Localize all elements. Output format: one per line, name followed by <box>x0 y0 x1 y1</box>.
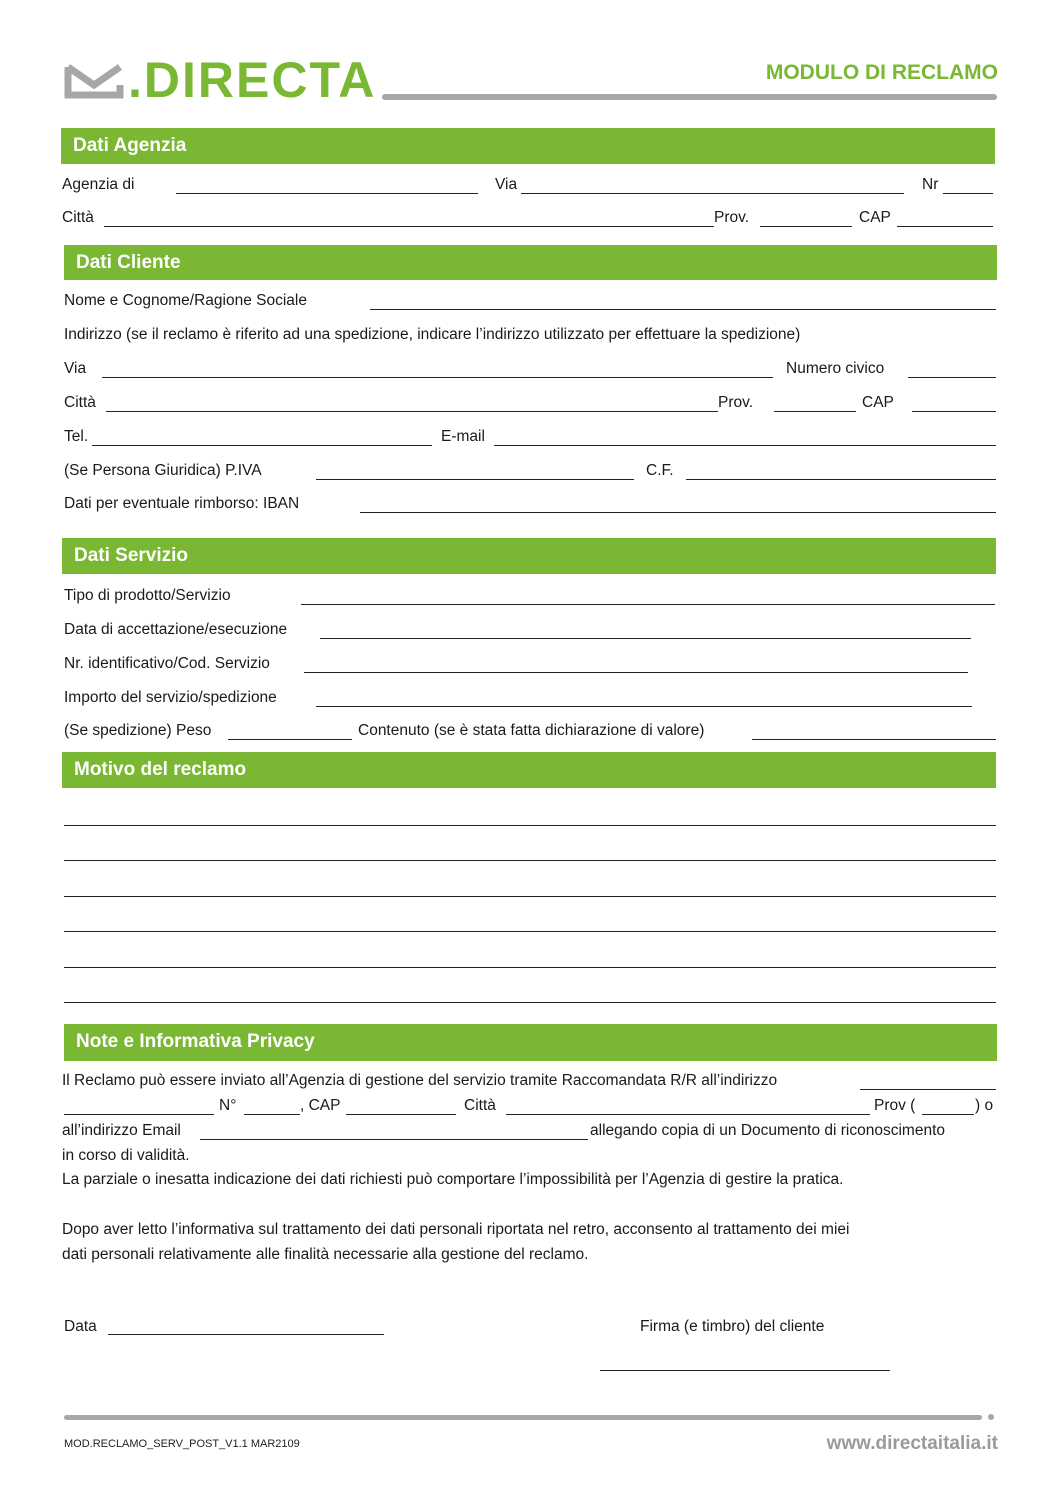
section-dati-agenzia: Dati Agenzia <box>61 128 995 164</box>
field-motivo-line-2[interactable] <box>64 860 996 861</box>
field-numero-civico[interactable] <box>908 377 996 378</box>
field-agenzia-nr[interactable] <box>943 193 993 194</box>
label-cliente-citta: Città <box>64 394 96 411</box>
field-cliente-citta[interactable] <box>106 411 718 412</box>
field-agenzia-di[interactable] <box>176 193 478 194</box>
field-nr-identificativo[interactable] <box>304 672 968 673</box>
label-note-prov-close: ) o <box>975 1097 994 1114</box>
footer-url[interactable]: www.directaitalia.it <box>826 1433 998 1454</box>
field-peso[interactable] <box>228 739 352 740</box>
label-cliente-prov: Prov. <box>718 394 754 411</box>
field-motivo-line-4[interactable] <box>64 931 996 932</box>
section-motivo-reclamo: Motivo del reclamo <box>62 752 996 788</box>
label-nome: Nome e Cognome/Ragione Sociale <box>64 292 307 309</box>
footer-rule <box>64 1415 982 1420</box>
label-cf: C.F. <box>646 462 674 479</box>
field-motivo-line-3[interactable] <box>64 896 996 897</box>
field-importo[interactable] <box>316 706 972 707</box>
label-agenzia-di: Agenzia di <box>62 176 135 193</box>
label-note-n: N° <box>219 1097 237 1114</box>
section-dati-cliente: Dati Cliente <box>64 245 997 280</box>
field-cliente-prov[interactable] <box>774 411 856 412</box>
field-email[interactable] <box>494 445 996 446</box>
label-iban: Dati per eventuale rimborso: IBAN <box>64 495 300 512</box>
field-motivo-line-1[interactable] <box>64 825 996 826</box>
field-tipo[interactable] <box>301 604 995 605</box>
field-data-accettazione[interactable] <box>320 638 971 639</box>
label-nr-identificativo: Nr. identificativo/Cod. Servizio <box>64 655 270 672</box>
privacy-line-1: Dopo aver letto l’informativa sul trattamento dei dati personali riportata nel retro, acconsento al trattamento dei miei <box>62 1221 850 1238</box>
field-note-email[interactable] <box>200 1139 588 1140</box>
label-agenzia-via: Via <box>495 176 518 193</box>
label-cliente-cap: CAP <box>862 394 894 411</box>
label-note-email: all’indirizzo Email <box>62 1122 181 1139</box>
section-dati-servizio: Dati Servizio <box>62 538 996 574</box>
form-title: MODULO DI RECLAMO <box>765 61 998 84</box>
header-rule <box>382 94 997 100</box>
field-agenzia-via[interactable] <box>521 193 904 194</box>
label-note-citta: Città <box>464 1097 496 1114</box>
logo-wordmark: .DIRECTA <box>128 52 377 108</box>
label-piva: (Se Persona Giuridica) P.IVA <box>64 462 262 479</box>
label-tel: Tel. <box>64 428 89 445</box>
label-numero-civico: Numero civico <box>786 360 885 377</box>
field-agenzia-prov[interactable] <box>760 226 852 227</box>
label-firma: Firma (e timbro) del cliente <box>640 1318 825 1335</box>
section-note-privacy: Note e Informativa Privacy <box>64 1024 997 1061</box>
field-note-prov[interactable] <box>922 1114 974 1115</box>
label-note-cap: , CAP <box>300 1097 341 1114</box>
field-firma[interactable] <box>600 1370 890 1371</box>
field-cliente-cap[interactable] <box>912 411 996 412</box>
field-note-cap[interactable] <box>346 1114 456 1115</box>
field-agenzia-cap[interactable] <box>897 226 993 227</box>
note-line-1: Il Reclamo può essere inviato all’Agenzia di gestione del servizio tramite Raccomandata R/R all’indirizzo <box>62 1072 778 1089</box>
label-note-prov: Prov ( <box>874 1097 916 1114</box>
field-note-indirizzo[interactable] <box>860 1089 996 1090</box>
footer-code: MOD.RECLAMO_SERV_POST_V1.1 MAR2109 <box>64 1438 300 1450</box>
field-agenzia-citta[interactable] <box>104 226 714 227</box>
field-piva[interactable] <box>316 479 634 480</box>
label-agenzia-cap: CAP <box>859 209 891 226</box>
label-contenuto: Contenuto (se è stata fatta dichiarazione di valore) <box>358 722 705 739</box>
field-motivo-line-5[interactable] <box>64 967 996 968</box>
field-nome[interactable] <box>370 309 996 310</box>
field-contenuto[interactable] <box>752 739 996 740</box>
field-cliente-via[interactable] <box>102 377 773 378</box>
label-indirizzo-note: Indirizzo (se il reclamo è riferito ad una spedizione, indicare l’indirizzo utilizzato per effettuare la spedizione) <box>64 326 801 343</box>
field-iban[interactable] <box>360 512 996 513</box>
field-note-via[interactable] <box>64 1114 214 1115</box>
footer-dot <box>988 1414 994 1420</box>
label-importo: Importo del servizio/spedizione <box>64 689 277 706</box>
field-tel[interactable] <box>92 445 432 446</box>
label-agenzia-citta: Città <box>62 209 94 226</box>
note-email-suffix: allegando copia di un Documento di riconoscimento <box>590 1122 945 1139</box>
label-data-accettazione: Data di accettazione/esecuzione <box>64 621 288 638</box>
privacy-line-2: dati personali relativamente alle finalità necessarie alla gestione del reclamo. <box>62 1246 589 1263</box>
directa-logo-mark-icon <box>64 63 126 101</box>
label-agenzia-prov: Prov. <box>714 209 750 226</box>
note-parziale: La parziale o inesatta indicazione dei dati richiesti può comportare l’impossibilità per l’Agenzia di gestire la pratica. <box>62 1171 844 1188</box>
field-cf[interactable] <box>686 479 996 480</box>
label-peso: (Se spedizione) Peso <box>64 722 212 739</box>
field-motivo-line-6[interactable] <box>64 1002 996 1003</box>
label-cliente-via: Via <box>64 360 87 377</box>
field-data[interactable] <box>108 1334 384 1335</box>
label-email: E-mail <box>441 428 485 445</box>
label-tipo: Tipo di prodotto/Servizio <box>64 587 231 604</box>
field-note-citta[interactable] <box>506 1114 870 1115</box>
label-data: Data <box>64 1318 97 1335</box>
note-validita: in corso di validità. <box>62 1147 190 1164</box>
label-agenzia-nr: Nr <box>922 176 939 193</box>
field-note-n[interactable] <box>244 1114 300 1115</box>
